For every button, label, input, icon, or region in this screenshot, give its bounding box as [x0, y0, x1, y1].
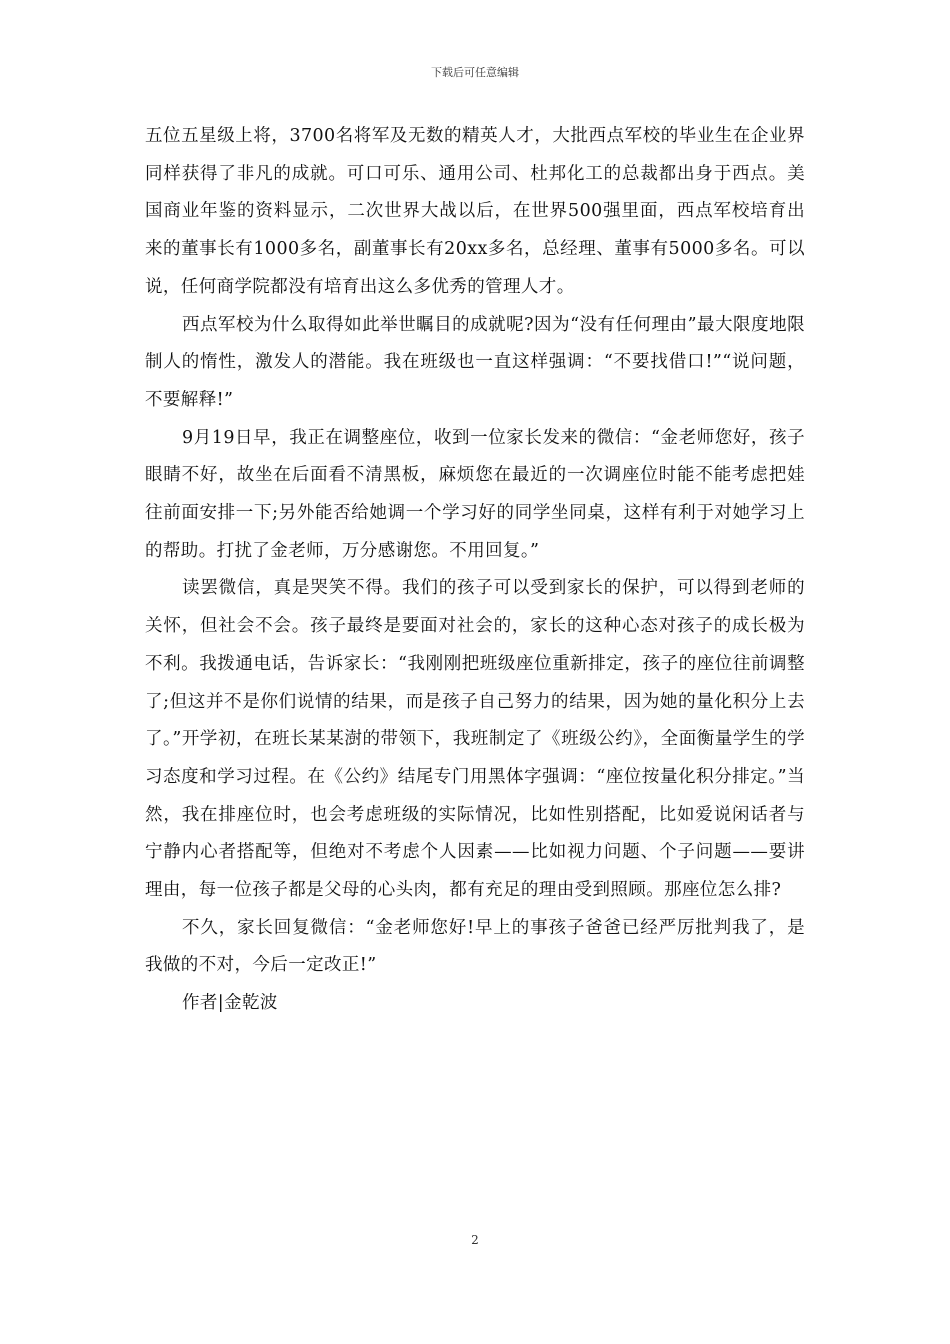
document-body: [145, 118, 805, 1023]
author-line: 作者|金乾波: [182, 993, 278, 1014]
paragraph-parent-response: 不久，家长回复微信：“金老师您好!早上的事孩子爸爸已经严厉批判我了，是我做的不对，今后一定改正!”: [145, 917, 805, 976]
page-number: 2: [471, 1233, 479, 1247]
page-header: 下载后可任意编辑: [431, 66, 519, 79]
paragraph-teacher-reply: 读罢微信，真是哭笑不得。我们的孩子可以受到家长的保护，可以得到老师的关怀，但社会不会。孩子最终是要面对社会的，家长的这种心态对孩子的成长极为不利。我拨通电话，告诉家长：“我刚刚把班级座位重新排定，孩子的座位往前调整了;但这并不是你们说情的结果，而是孩子自己努力的结果，因为她的量化积分上去了。”开学初，在班长某某澍的带领下，我班制定了《班级公约》，全面衡量学生的学习态度和学习过程。在《公约》结尾专门用黑体字强调：“座位按量化积分排定。”当然，我在排座位时，也会考虑班级的实际情况，比如性别搭配，比如爱说闲话者与宁静内心者搭配等，但绝对不考虑个人因素——比如视力问题、个子问题——要讲理由，每一位孩子都是父母的心头肉，都有充足的理由受到照顾。那座位怎么排?: [145, 578, 805, 901]
paragraph-west-point-graduates: 五位五星级上将，3700名将军及无数的精英人才，大批西点军校的毕业生在企业界同样获得了非凡的成就。可口可乐、通用公司、杜邦化工的总裁都出身于西点。美国商业年鉴的资料显示，二次世界大战以后，在世界500强里面，西点军校培育出来的董事长有1000多名，副董事长有20xx多名，总经理、董事有5000多名。可以说，任何商学院都没有培育出这么多优秀的管理人才。: [145, 126, 805, 297]
paragraph-no-excuses: 西点军校为什么取得如此举世瞩目的成就呢?因为“没有任何理由”最大限度地限制人的惰性，激发人的潜能。我在班级也一直这样强调：“不要找借口!”“说问题，不要解释!”: [145, 314, 805, 410]
paragraph-parent-message: 9月19日早，我正在调整座位，收到一位家长发来的微信：“金老师您好，孩子眼睛不好，故坐在后面看不清黑板，麻烦您在最近的一次调座位时能不能考虑把娃往前面安排一下;另外能否给她调一个学习好的同学坐同桌，这样有利于对她学习上的帮助。打扰了金老师，万分感谢您。不用回复。”: [145, 427, 805, 561]
